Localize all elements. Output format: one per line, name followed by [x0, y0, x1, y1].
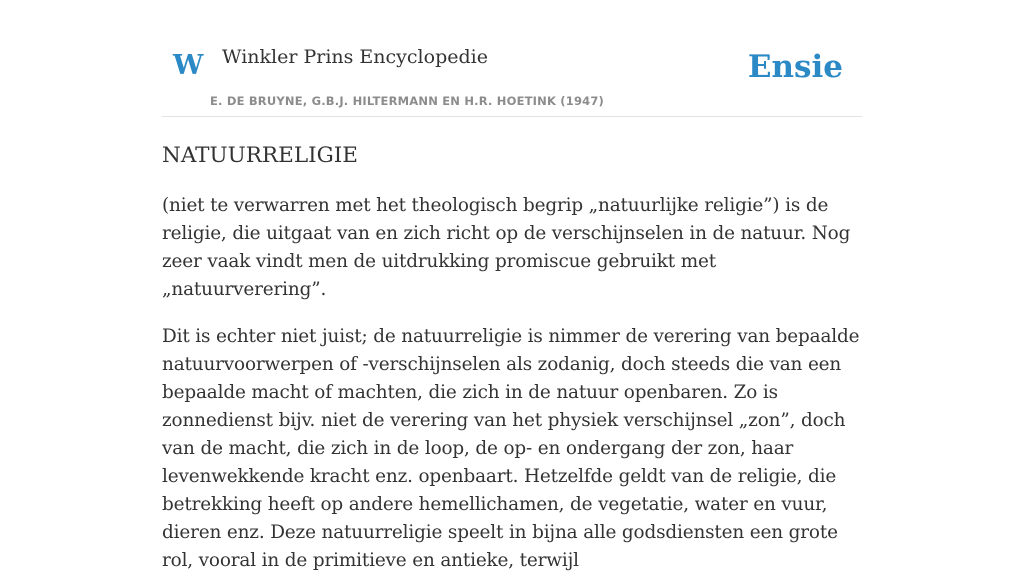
article-paragraph: (niet te verwarren met het theologisch begrip „natuurlijke religie”) is de religie, die uitgaat van en zich richt op de verschijnselen in de natuur. Nog zeer vaak vindt men de uitdrukking promiscue gebruikt met „natuurverering”. [162, 194, 851, 300]
site-header [162, 0, 862, 117]
logo-icon[interactable]: W [173, 50, 204, 81]
page [162, 0, 862, 575]
site-title[interactable]: Winkler Prins Encyclopedie [222, 46, 488, 68]
article-paragraph: Dit is echter niet juist; de natuurreligie is nimmer de verering van bepaalde natuurvoorwerpen of -verschijnselen als zodanig, doch steeds die van een bepaalde macht of machten, die zich in de natuur openbaren. Zo is zonnedienst bijv. niet de verering van het physiek verschijnsel „zon”, doch van de macht, die zich in de loop, de op- en ondergang der zon, haar levenwekkende kracht enz. openbaart. Hetzelfde geldt van de religie, die betrekking heeft op andere hemellichamen, de vegetatie, water en vuur, dieren enz. Deze natuurreligie speelt in bijna alle godsdiensten een grote rol, vooral in de primitieve en antieke, terwijl [162, 325, 860, 571]
brand-logo[interactable]: Ensie [747, 49, 843, 85]
article-title: NATUURRELIGIE [162, 143, 358, 168]
byline: E. DE BRUYNE, G.B.J. HILTERMANN EN H.R. HOETINK (1947) [210, 94, 605, 108]
